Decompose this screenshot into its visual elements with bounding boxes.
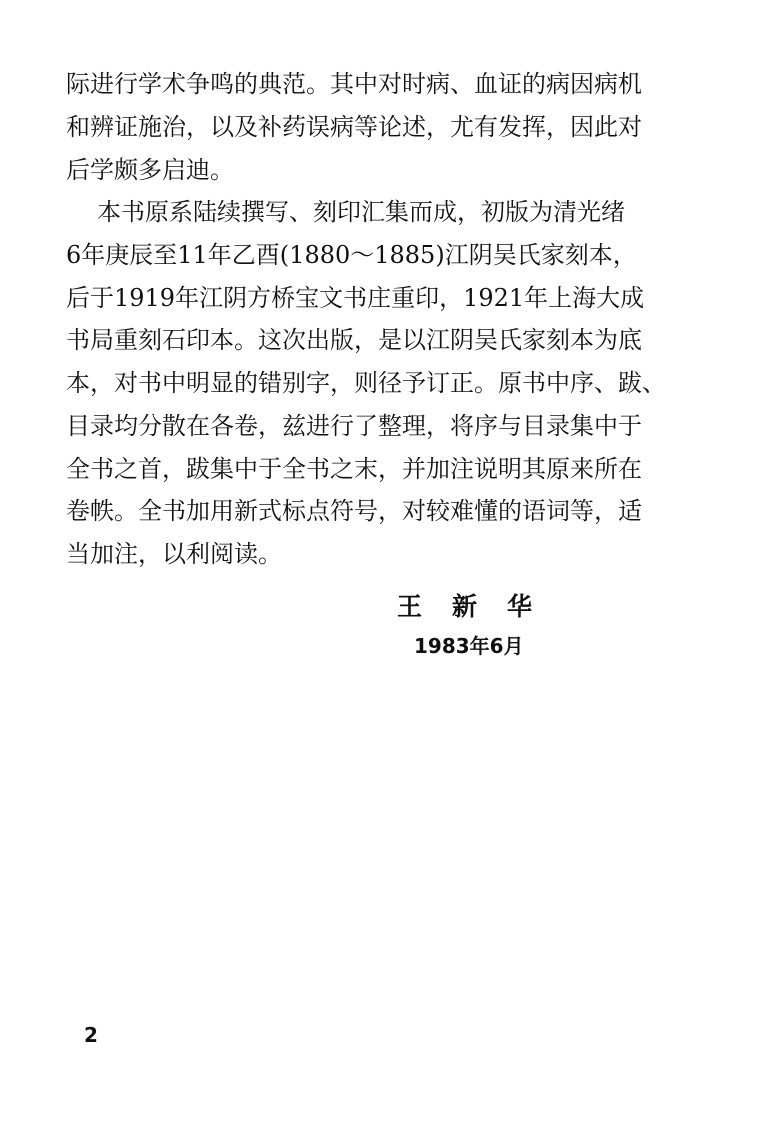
- body-line-4: 本书原系陆续撰写、刻印汇集而成，初版为清光绪: [97, 198, 625, 226]
- body-line-12: 当加注，以利阅读。: [66, 540, 282, 568]
- body-line-9: 目录均分散在各卷，兹进行了整理，将序与目录集中于: [66, 412, 642, 440]
- page-number: 2: [84, 1023, 98, 1047]
- signature-date: 1983年6月: [414, 634, 524, 658]
- body-line-8: 本，对书中明显的错别字，则径予订正。原书中序、跋、: [66, 369, 666, 397]
- body-line-3: 后学颇多启迪。: [66, 156, 234, 184]
- body-line-6: 后于1919年江阴方桥宝文书庄重印，1921年上海大成: [66, 284, 645, 312]
- body-line-2: 和辨证施治，以及补药误病等论述，尤有发挥，因此对: [66, 113, 642, 141]
- body-line-5: 6年庚辰至11年乙酉(1880～1885)江阴吴氏家刻本，: [66, 241, 637, 269]
- author-name: 王新华: [397, 592, 563, 621]
- body-line-11: 卷帙。全书加用新式标点符号，对较难懂的语词等，适: [66, 497, 642, 525]
- body-line-10: 全书之首，跋集中于全书之末，并加注说明其原来所在: [66, 455, 642, 483]
- body-line-1: 际进行学术争鸣的典范。其中对时病、血证的病因病机: [66, 70, 642, 98]
- body-line-7: 书局重刻石印本。这次出版，是以江阴吴氏家刻本为底: [66, 326, 642, 354]
